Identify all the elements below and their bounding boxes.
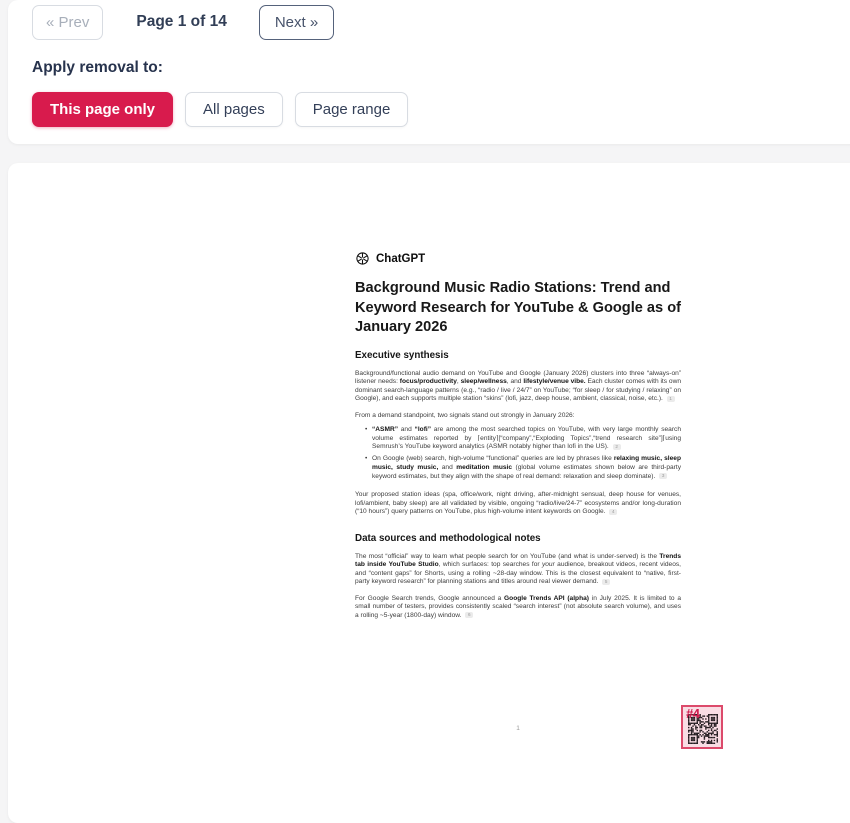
citation-chip[interactable]: 1 [667, 396, 675, 402]
pager-row [32, 3, 850, 41]
document-title-line: Background Music Radio Stations: Trend and [355, 280, 671, 296]
bullet-list [355, 426, 681, 481]
scope-page-range-button[interactable]: Page range [295, 92, 409, 127]
removal-scope-row [32, 92, 850, 127]
paragraph: From a demand standpoint, two signals stand out strongly in January 2026: [355, 411, 575, 419]
document-title-line: Keyword Research for YouTube & Google as of [355, 299, 681, 316]
citation-chip[interactable]: 6 [465, 612, 473, 618]
citation-chip[interactable]: 2 [613, 444, 621, 450]
paragraph: The most “official” way to learn what people search for on YouTube (and what is under-served) is the Trends tab inside YouTube Studio, which surfaces: top searches for your audience, breakout videos, recent videos, and “content gaps” for Shorts, using a rolling ~28-day window. This is the closest equivalent to “native, first-party keyword research” for planning stations and titles around real viewer demand. 5 [355, 552, 681, 586]
openai-logo-icon [355, 251, 370, 266]
citation-chip[interactable]: 3 [659, 473, 667, 479]
redaction-stamp[interactable] [681, 705, 723, 749]
stamp-index-label: #4 [686, 706, 700, 721]
citation-chip[interactable]: 5 [602, 579, 610, 585]
list-item: • On Google (web) search, high-volume “functional” queries are led by phrases like relaxing music, sleep music, study music, and meditation music (global volume estimates shown below are third-party keyword estimates, but they align with the shape of real demand: relaxation and sleep dominate). 3 [365, 455, 681, 481]
scope-all-pages-button[interactable]: All pages [185, 92, 283, 127]
document-title-line: January 2026 [355, 319, 448, 335]
brand-name: ChatGPT [376, 252, 426, 265]
pdf-preview-panel [8, 163, 850, 823]
scope-this-page-only-button[interactable]: This page only [32, 92, 173, 127]
prev-page-button[interactable]: « Prev [32, 5, 103, 40]
section-heading-data-sources: Data sources and methodological notes [355, 532, 541, 544]
section-heading-executive-synthesis: Executive synthesis [355, 349, 449, 361]
document-title [355, 279, 681, 338]
citation-chip[interactable]: 4 [609, 509, 617, 515]
paragraph: For Google Search trends, Google announced a Google Trends API (alpha) in July 2025. It is limited to a small number of testers, provides consistently scaled “search interest” (not absolute search volume), and uses a rolling ~5-year (1800-day) window. 6 [355, 594, 681, 619]
pagination-removal-panel [8, 0, 850, 144]
pdf-page-content [355, 251, 681, 620]
paragraph: Background/functional audio demand on YouTube and Google (January 2026) clusters into three “always-on” listener needs: focus/productivity, sleep/wellness, and lifestyle/venue vibe. Each cluster comes with its own dominant search-language patterns (e.g., “radio / live / 24/7” on YouTube; “for sleep / for studying / relaxing” on Google), and each supports multiple station “skins” (lofi, jazz, deep house, ambient, classical, noise, etc.). 1 [355, 369, 682, 402]
apply-removal-heading: Apply removal to: [32, 59, 163, 76]
paragraph: Your proposed station ideas (spa, office/work, night driving, after-midnight sensual, deep house for venues, lofi/ambient, baby sleep) are all validated by visible, ongoing “radio/live/24-7” ecosystems and/or long-duration (“10 hours”) query patterns on YouTube, plus high-volume intent keywords on Google. 4 [355, 491, 681, 516]
next-page-button[interactable]: Next » [259, 5, 334, 40]
pdf-page-number: 1 [516, 725, 520, 732]
document-brand-row [355, 251, 681, 266]
page-indicator: Page 1 of 14 [136, 13, 227, 30]
list-item: • “ASMR” and “lofi” are among the most searched topics on YouTube, with very large monthly search volume estimates reported by ⌈entity⌉[“company”,“Exploding Topics”,“trend research site”]⌈using Semrush’s YouTube keyword analytics (ASMR notably higher than lofi in the US). 2 [365, 426, 681, 452]
